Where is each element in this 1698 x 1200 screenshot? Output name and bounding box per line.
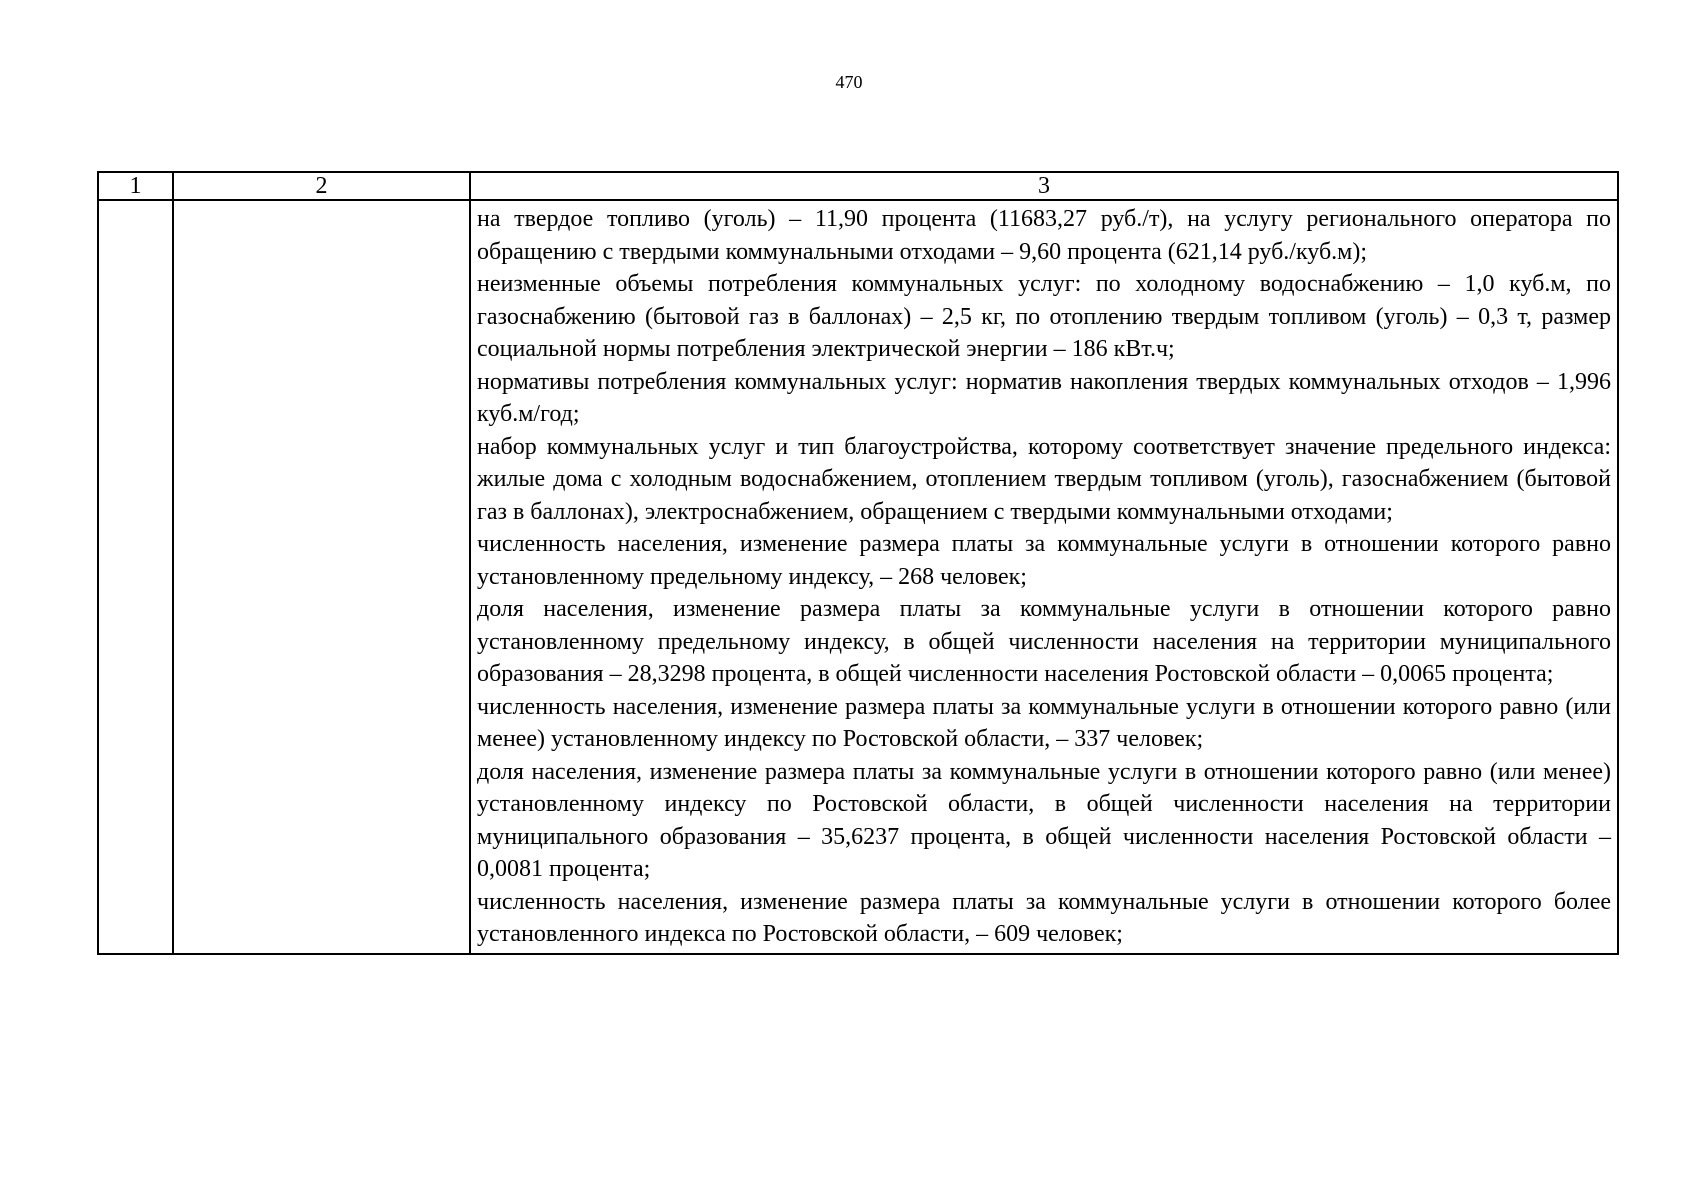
- paragraph-tariff-fuel-waste: на твердое топливо (уголь) – 11,90 процента (11683,27 руб./т), на услугу регионального оператора по обращению с твердыми коммунальными отходами – 9,60 процента (621,14 руб./куб.м);: [477, 206, 1611, 265]
- paragraph-population-equal-or-less: численность населения, изменение размера платы за коммунальные услуги в отношении которого равно (или менее) установленному индексу по Ростовской области, – 337 человек;: [477, 693, 1611, 752]
- paragraph-share-equal-or-less: доля населения, изменение размера платы за коммунальные услуги в отношении которого равно (или менее) установленному индексу по Ростовской области, в общей численности населения на территории муниципального образования – 35,6237 процента, в общей численности населения Ростовской области – 0,0081 процента;: [477, 758, 1611, 882]
- paragraph-share-equal-limit: доля населения, изменение размера платы за коммунальные услуги в отношении которого равно установленному предельному индексу, в общей численности населения на территории муниципального образования – 28,3298 процента, в общей численности населения Ростовской области – 0,0065 процента;: [477, 596, 1611, 687]
- table-header-row: [98, 172, 1618, 200]
- paragraph-consumption-norms: нормативы потребления коммунальных услуг: норматив накопления твердых коммунальных отходов – 1,996 куб.м/год;: [477, 368, 1611, 427]
- document-table: [97, 171, 1619, 955]
- cell-col3-text: [471, 201, 1617, 953]
- cell-col1: [98, 200, 173, 954]
- paragraph-consumption-volumes: неизменные объемы потребления коммунальных услуг: по холодному водоснабжению – 1,0 куб.м, по газоснабжению (бытовой газ в баллонах) – 2,5 кг, по отоплению твердым топливом (уголь) – 0,3 т, размер социальной нормы потребления электрической энергии – 186 кВт.ч;: [477, 271, 1611, 362]
- column-header-3: 3: [470, 172, 1618, 200]
- paragraph-services-set: набор коммунальных услуг и тип благоустройства, которому соответствует значение предельного индекса: жилые дома с холодным водоснабжением, отоплением твердым топливом (уголь), газоснабжением (бытовой газ в баллонах), электроснабжением, обращением с твердыми коммунальными отходами;: [477, 433, 1611, 525]
- cell-col2: [173, 200, 470, 954]
- cell-col3: [470, 200, 1618, 954]
- column-header-1: 1: [98, 172, 173, 200]
- column-header-2: 2: [173, 172, 470, 200]
- paragraph-population-above-index: численность населения, изменение размера платы за коммунальные услуги в отношении которого более установленного индекса по Ростовской области, – 609 человек;: [477, 888, 1611, 947]
- table-row: [98, 200, 1618, 954]
- paragraph-population-equal-limit: численность населения, изменение размера платы за коммунальные услуги в отношении которого равно установленному предельному индексу, – 268 человек;: [477, 531, 1611, 590]
- page-number: 470: [835, 72, 863, 92]
